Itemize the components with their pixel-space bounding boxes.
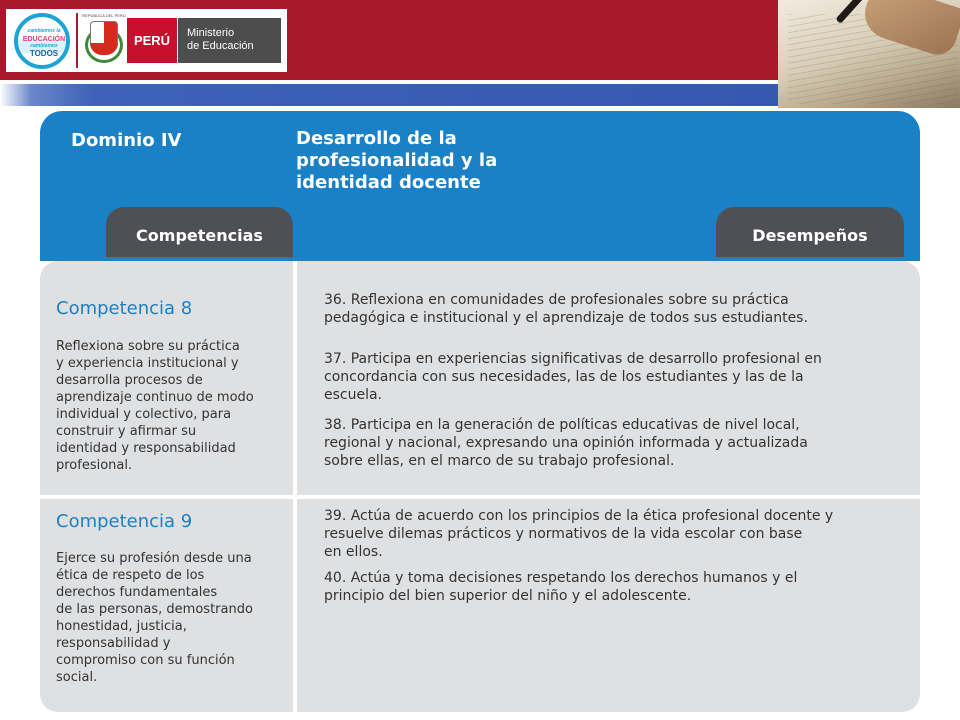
desempeno-item: 36. Reflexiona en comunidades de profesionales sobre su práctica pedagógica e institucional y el aprendizaje de todos sus estudiantes. <box>324 292 808 326</box>
tab-desempenos: Desempeños <box>716 207 904 257</box>
campaign-logo <box>14 13 70 69</box>
competencia-title: Competencia 8 <box>56 298 193 319</box>
campaign-logo-text: cambiemos <box>30 43 58 49</box>
header-banner <box>0 0 960 108</box>
desempeno-item: 40. Actúa y toma decisiones respetando los derechos humanos y el principio del bien superior del niño y el adolescente. <box>324 570 798 604</box>
campaign-logo-text: EDUCACIÓN <box>22 36 66 43</box>
domain-title: Desarrollo de la profesionalidad y la identidad docente <box>296 128 498 193</box>
tab-competencias: Competencias <box>106 207 293 257</box>
ministry-label <box>178 18 281 63</box>
competencia-title: Competencia 9 <box>56 511 193 532</box>
blue-header-band <box>0 84 778 106</box>
writing-hand-photo <box>778 0 960 108</box>
domain-label: Dominio IV <box>71 130 182 151</box>
shield-caption: REPÚBLICA DEL PERÚ <box>82 13 126 18</box>
campaign-logo-text: cambiemos la <box>27 28 61 34</box>
logo-box <box>6 9 287 72</box>
logo-divider <box>76 13 78 68</box>
desempeno-item: 37. Participa en experiencias significativas de desarrollo profesional en concordancia con sus necesidades, las de los estudiantes y las de la escuela. <box>324 351 822 403</box>
campaign-logo-text: TODOS <box>29 49 59 58</box>
ministry-line: Ministerio <box>187 27 235 39</box>
ministry-line: de Educación <box>187 40 254 52</box>
competencia-description: Ejerce su profesión desde una ética de respeto de los derechos fundamentales de las personas, demostrando honestidad, justicia, responsabilidad y compromiso con su función social. <box>56 551 253 685</box>
national-shield-icon <box>82 13 126 69</box>
country-label: PERÚ <box>127 18 177 63</box>
desempeno-item: 38. Participa en la generación de políticas educativas de nivel local, regional y nacional, expresando una opinión informada y actualizada sobre ellas, en el marco de su trabajo profesional. <box>324 417 808 469</box>
competencia-description: Reflexiona sobre su práctica y experiencia institucional y desarrolla procesos de aprendizaje continuo de modo individual y colectivo, para construir y afirmar su identidad y responsabilidad profesional. <box>56 339 254 473</box>
desempeno-item: 39. Actúa de acuerdo con los principios de la ética profesional docente y resuelve dilemas prácticos y normativos de la vida escolar con base en ellos. <box>324 508 834 560</box>
